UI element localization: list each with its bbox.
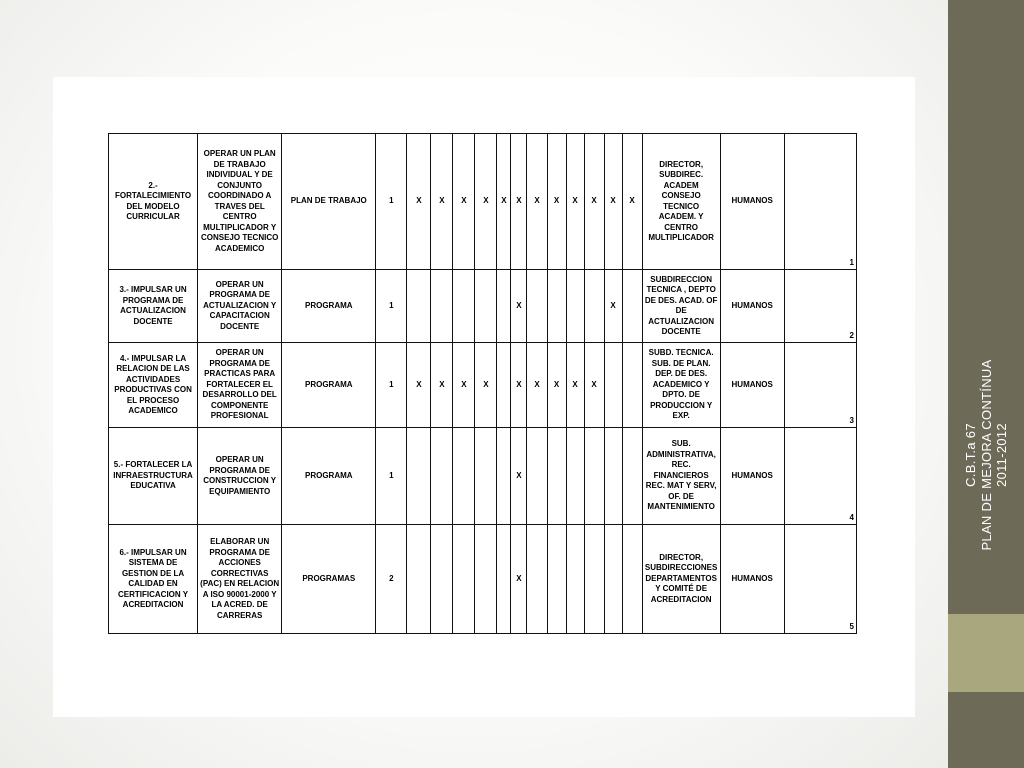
action-cell: ELABORAR UN PROGRAMA DE ACCIONES CORRECTIVAS (PAC) EN RELACION A ISO 90001-2000 Y LA ACRED. DE CARRERAS bbox=[198, 525, 282, 634]
schedule-mark-cell: X bbox=[566, 343, 584, 428]
objective-cell: 3.- IMPULSAR UN PROGRAMA DE ACTUALIZACION DOCENTE bbox=[109, 270, 198, 343]
schedule-mark-cell: X bbox=[511, 525, 527, 634]
product-cell: PROGRAMA bbox=[282, 428, 376, 525]
schedule-mark-cell: X bbox=[547, 134, 566, 270]
schedule-mark-cell bbox=[527, 428, 547, 525]
product-cell: PROGRAMA bbox=[282, 343, 376, 428]
schedule-mark-cell: X bbox=[407, 134, 431, 270]
sidebar-school: C.B.T.a 67 bbox=[962, 423, 978, 487]
row-number-cell: 1 bbox=[784, 134, 856, 270]
schedule-mark-cell bbox=[475, 428, 497, 525]
schedule-mark-cell: X bbox=[475, 343, 497, 428]
quantity-cell: 2 bbox=[376, 525, 407, 634]
schedule-mark-cell bbox=[407, 428, 431, 525]
schedule-mark-cell bbox=[431, 525, 453, 634]
table-row bbox=[109, 270, 857, 343]
schedule-mark-cell: X bbox=[453, 134, 475, 270]
schedule-mark-cell: X bbox=[431, 343, 453, 428]
objective-cell: 2.- FORTALECIMIENTO DEL MODELO CURRICULAR bbox=[109, 134, 198, 270]
sidebar-title bbox=[963, 359, 1010, 550]
schedule-mark-cell: X bbox=[511, 270, 527, 343]
schedule-mark-cell bbox=[497, 343, 511, 428]
product-cell: PROGRAMAS bbox=[282, 525, 376, 634]
objective-cell: 4.- IMPULSAR LA RELACION DE LAS ACTIVIDADES PRODUCTIVAS CON EL PROCESO ACADEMICO bbox=[109, 343, 198, 428]
schedule-mark-cell bbox=[497, 428, 511, 525]
schedule-mark-cell bbox=[604, 343, 622, 428]
schedule-mark-cell: X bbox=[604, 270, 622, 343]
schedule-mark-cell: X bbox=[622, 134, 642, 270]
action-cell: OPERAR UN PLAN DE TRABAJO INDIVIDUAL Y DE CONJUNTO COORDINADO A TRAVES DEL CENTRO MULTIPLICADOR Y CONSEJO TECNICO ACADEMICO bbox=[198, 134, 282, 270]
schedule-mark-cell bbox=[475, 525, 497, 634]
schedule-mark-cell bbox=[497, 525, 511, 634]
resources-cell: HUMANOS bbox=[720, 525, 784, 634]
action-cell: OPERAR UN PROGRAMA DE PRACTICAS PARA FORTALECER EL DESARROLLO DEL COMPONENTE PROFESIONAL bbox=[198, 343, 282, 428]
schedule-mark-cell: X bbox=[584, 343, 604, 428]
schedule-mark-cell: X bbox=[497, 134, 511, 270]
product-cell: PLAN DE TRABAJO bbox=[282, 134, 376, 270]
table-row bbox=[109, 134, 857, 270]
schedule-mark-cell bbox=[497, 270, 511, 343]
resources-cell: HUMANOS bbox=[720, 428, 784, 525]
schedule-mark-cell: X bbox=[511, 134, 527, 270]
responsible-cell: DIRECTOR, SUBDIRECCIONES DEPARTAMENTOS Y COMITÉ DE ACREDITACION bbox=[642, 525, 720, 634]
schedule-mark-cell bbox=[407, 525, 431, 634]
product-cell: PROGRAMA bbox=[282, 270, 376, 343]
resources-cell: HUMANOS bbox=[720, 134, 784, 270]
schedule-mark-cell: X bbox=[527, 134, 547, 270]
schedule-mark-cell bbox=[622, 428, 642, 525]
schedule-mark-cell bbox=[622, 525, 642, 634]
row-number-cell: 5 bbox=[784, 525, 856, 634]
schedule-mark-cell bbox=[566, 525, 584, 634]
responsible-cell: DIRECTOR, SUBDIREC. ACADEM CONSEJO TECNICO ACADEM. Y CENTRO MULTIPLICADOR bbox=[642, 134, 720, 270]
schedule-mark-cell bbox=[584, 428, 604, 525]
schedule-mark-cell bbox=[431, 428, 453, 525]
sidebar-period: 2011-2012 bbox=[993, 423, 1009, 487]
schedule-mark-cell bbox=[566, 428, 584, 525]
schedule-mark-cell: X bbox=[604, 134, 622, 270]
schedule-mark-cell bbox=[547, 525, 566, 634]
schedule-mark-cell: X bbox=[511, 428, 527, 525]
table-row bbox=[109, 343, 857, 428]
schedule-mark-cell bbox=[475, 270, 497, 343]
schedule-mark-cell bbox=[584, 525, 604, 634]
schedule-mark-cell bbox=[453, 270, 475, 343]
schedule-mark-cell: X bbox=[475, 134, 497, 270]
action-cell: OPERAR UN PROGRAMA DE CONSTRUCCION Y EQUIPAMIENTO bbox=[198, 428, 282, 525]
quantity-cell: 1 bbox=[376, 343, 407, 428]
schedule-mark-cell bbox=[453, 428, 475, 525]
schedule-mark-cell: X bbox=[566, 134, 584, 270]
table-row bbox=[109, 525, 857, 634]
resources-cell: HUMANOS bbox=[720, 343, 784, 428]
schedule-mark-cell: X bbox=[584, 134, 604, 270]
schedule-mark-cell bbox=[547, 428, 566, 525]
responsible-cell: SUBD. TECNICA. SUB. DE PLAN. DEP. DE DES. ACADEMICO Y DPTO. DE PRODUCCION Y EXP. bbox=[642, 343, 720, 428]
quantity-cell: 1 bbox=[376, 270, 407, 343]
responsible-cell: SUB. ADMINISTRATIVA, REC. FINANCIEROS REC. MAT Y SERV, OF. DE MANTENIMIENTO bbox=[642, 428, 720, 525]
schedule-mark-cell bbox=[584, 270, 604, 343]
schedule-mark-cell bbox=[604, 525, 622, 634]
schedule-mark-cell: X bbox=[511, 343, 527, 428]
schedule-mark-cell: X bbox=[547, 343, 566, 428]
quantity-cell: 1 bbox=[376, 134, 407, 270]
objective-cell: 5.- FORTALECER LA INFRAESTRUCTURA EDUCATIVA bbox=[109, 428, 198, 525]
schedule-mark-cell: X bbox=[431, 134, 453, 270]
schedule-mark-cell bbox=[622, 270, 642, 343]
row-number-cell: 2 bbox=[784, 270, 856, 343]
schedule-mark-cell: X bbox=[407, 343, 431, 428]
quantity-cell: 1 bbox=[376, 428, 407, 525]
schedule-mark-cell bbox=[566, 270, 584, 343]
schedule-mark-cell: X bbox=[453, 343, 475, 428]
schedule-mark-cell bbox=[527, 525, 547, 634]
sidebar-accent-block bbox=[948, 614, 1024, 692]
schedule-mark-cell bbox=[604, 428, 622, 525]
row-number-cell: 4 bbox=[784, 428, 856, 525]
row-number-cell: 3 bbox=[784, 343, 856, 428]
table-row bbox=[109, 428, 857, 525]
improvement-plan-table bbox=[108, 133, 857, 634]
schedule-mark-cell bbox=[431, 270, 453, 343]
schedule-mark-cell bbox=[407, 270, 431, 343]
sidebar-plan-name: PLAN DE MEJORA CONTÍNUA bbox=[978, 359, 994, 551]
action-cell: OPERAR UN PROGRAMA DE ACTUALIZACION Y CAPACITACION DOCENTE bbox=[198, 270, 282, 343]
objective-cell: 6.- IMPULSAR UN SISTEMA DE GESTION DE LA CALIDAD EN CERTIFICACION Y ACREDITACION bbox=[109, 525, 198, 634]
schedule-mark-cell bbox=[622, 343, 642, 428]
resources-cell: HUMANOS bbox=[720, 270, 784, 343]
schedule-mark-cell: X bbox=[527, 343, 547, 428]
responsible-cell: SUBDIRECCION TECNICA , DEPTO DE DES. ACAD. OF DE ACTUALIZACION DOCENTE bbox=[642, 270, 720, 343]
schedule-mark-cell bbox=[527, 270, 547, 343]
schedule-mark-cell bbox=[547, 270, 566, 343]
schedule-mark-cell bbox=[453, 525, 475, 634]
